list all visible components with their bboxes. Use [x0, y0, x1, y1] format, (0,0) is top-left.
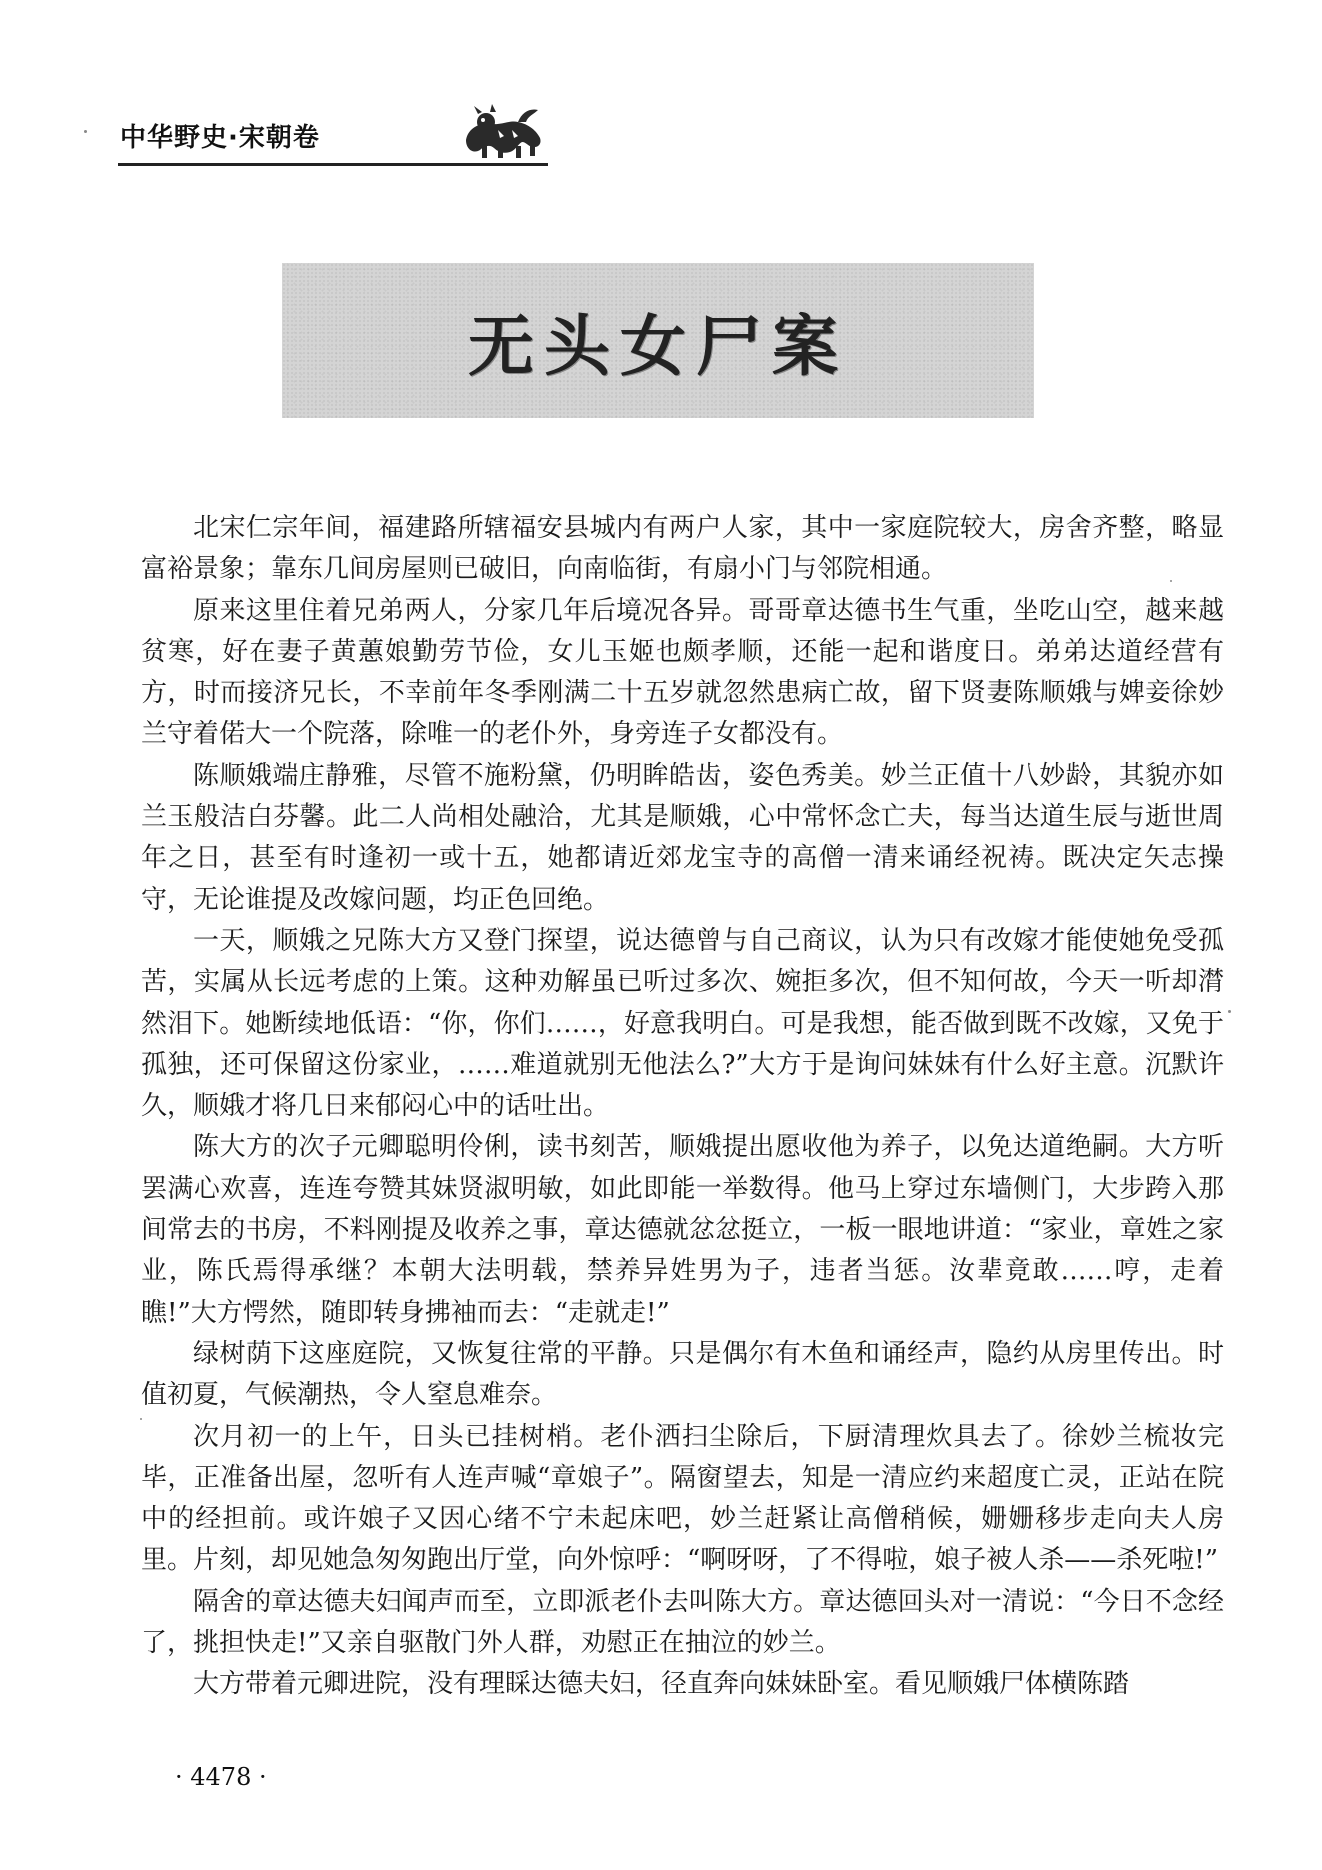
paragraph: 隔舍的章达德夫妇闻声而至，立即派老仆去叫陈大方。章达德回头对一清说：“今日不念经了，挑担快走!”又亲自驱散门外人群，劝慰正在抽泣的妙兰。: [141, 1586, 1224, 1659]
article-title: 无头女尸案: [468, 307, 848, 385]
scan-speck: [84, 130, 87, 133]
paragraph: 绿树荫下这座庭院，又恢复往常的平静。只是偶尔有木鱼和诵经声，隐约从房里传出。时值初夏，气候潮热，令人窒息难奈。: [141, 1338, 1224, 1411]
paragraph: 次月初一的上午，日头已挂树梢。老仆洒扫尘除后，下厨清理炊具去了。徐妙兰梳妆完毕，正准备出屋，忽听有人连声喊“章娘子”。隔窗望去，知是一清应约来超度亡灵，正站在院中的经担前。或许娘子又因心绪不宁未起床吧，妙兰赶紧让高僧稍候，姗姗移步走向夫人房里。片刻，却见她急匆匆跑出厅堂，向外惊呼：“啊呀呀，了不得啦，娘子被人杀——杀死啦!”: [141, 1421, 1224, 1576]
paragraph: 大方带着元卿进院，没有理睬达德夫妇，径直奔向妹妹卧室。看见顺娥尸体横陈踏: [193, 1669, 1130, 1700]
paragraph: 一天，顺娥之兄陈大方又登门探望，说达德曾与自己商议，认为只有改嫁才能使她免受孤苦，实属从长远考虑的上策。这种劝解虽已听过多次、婉拒多次，但不知何故，今天一听却潸然泪下。她断续地低语：“你，你们……，好意我明白。可是我想，能否做到既不改嫁，又免于孤独，还可保留这份家业，……难道就别无他法么?”大方于是询问妹妹有什么好主意。沉默许久，顺娥才将几日来郁闷心中的话吐出。: [141, 925, 1224, 1122]
scan-speck: [1228, 1010, 1231, 1013]
scan-speck: [140, 1418, 142, 1420]
paragraph: 北宋仁宗年间，福建路所辖福安县城内有两户人家，其中一家庭院较大，房舍齐整，略显富裕景象；靠东几间房屋则已破旧，向南临街，有扇小门与邻院相通。: [141, 513, 1224, 585]
book-series-title: 中华野史·宋朝卷: [120, 123, 320, 153]
page-number: · 4478 ·: [175, 1763, 267, 1791]
article-body: [141, 508, 1224, 1706]
tiger-ornament-icon: [458, 100, 550, 162]
scan-speck: [1170, 580, 1172, 582]
paragraph: 原来这里住着兄弟两人，分家几年后境况各异。哥哥章达德书生气重，坐吃山空，越来越贫寒，好在妻子黄蕙娘勤劳节俭，女儿玉姬也颇孝顺，还能一起和谐度日。弟弟达道经营有方，时而接济兄长，不幸前年冬季刚满二十五岁就忽然患病亡故，留下贤妻陈顺娥与婢妾徐妙兰守着偌大一个院落，除唯一的老仆外，身旁连子女都没有。: [141, 595, 1224, 750]
header-rule: [118, 163, 548, 166]
article-title-banner: [282, 263, 1034, 418]
paragraph: 陈顺娥端庄静雅，尽管不施粉黛，仍明眸皓齿，姿色秀美。妙兰正值十八妙龄，其貌亦如兰玉般洁白芬馨。此二人尚相处融洽，尤其是顺娥，心中常怀念亡夫，每当达道生辰与逝世周年之日，甚至有时逢初一或十五，她都请近郊龙宝寺的高僧一清来诵经祝祷。既决定矢志操守，无论谁提及改嫁问题，均正色回绝。: [141, 760, 1224, 915]
paragraph: 陈大方的次子元卿聪明伶俐，读书刻苦，顺娥提出愿收他为养子，以免达道绝嗣。大方听罢满心欢喜，连连夸赞其妹贤淑明敏，如此即能一举数得。他马上穿过东墙侧门，大步跨入那间常去的书房，不料刚提及收养之事，章达德就忿忿挺立，一板一眼地讲道：“家业，章姓之家业，陈氏焉得承继？本朝大法明载，禁养异姓男为子，违者当惩。汝辈竟敢……哼，走着瞧!”大方愕然，随即转身拂袖而去：“走就走!”: [141, 1132, 1224, 1328]
